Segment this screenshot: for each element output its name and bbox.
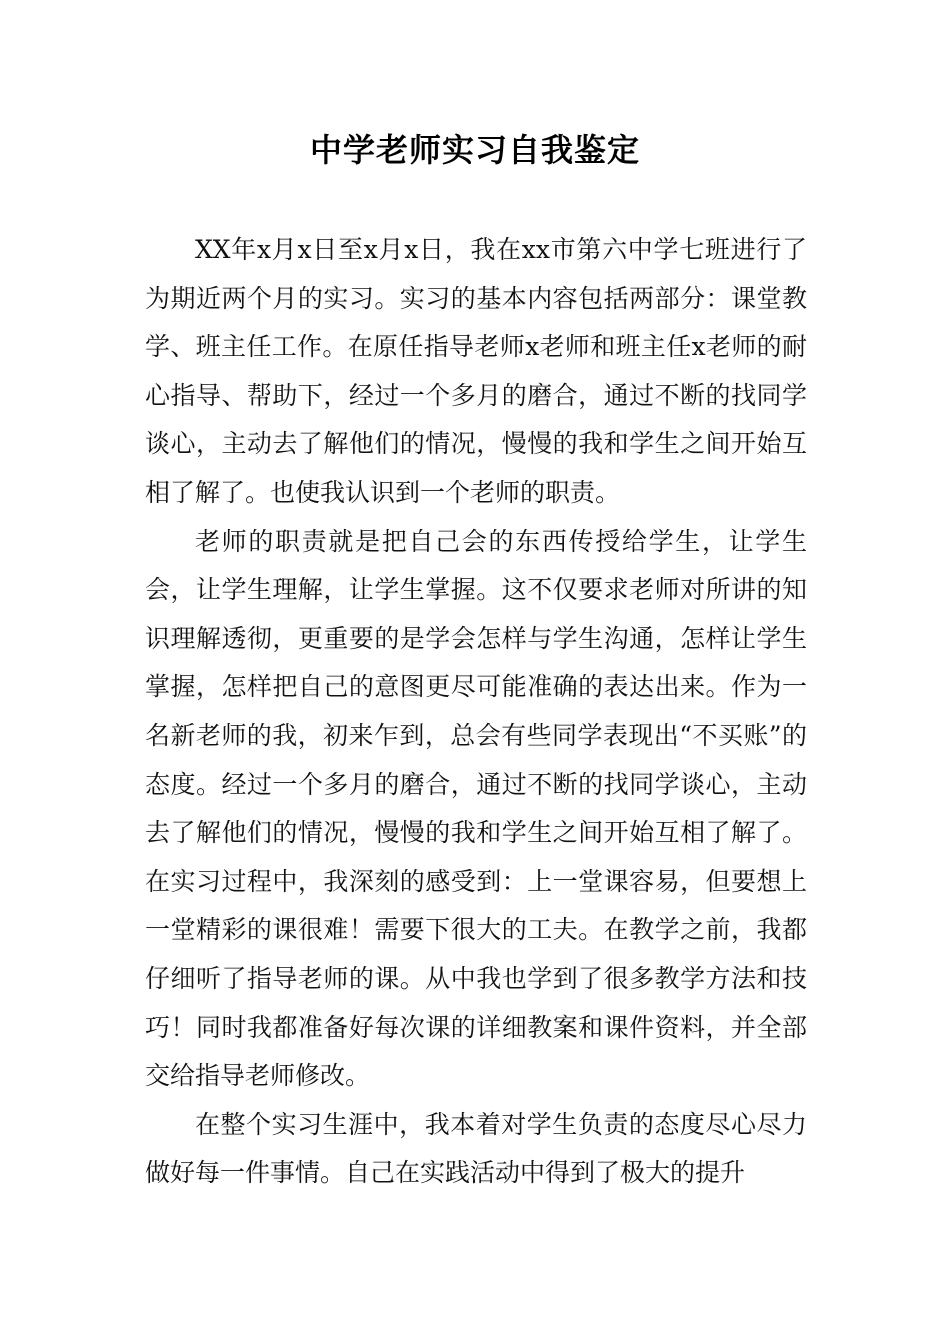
paragraph-2: 老师的职责就是把自己会的东西传授给学生，让学生会，让学生理解，让学生掌握。这不仅要求老师对所讲的知识理解透彻，更重要的是学会怎样与学生沟通，怎样让学生掌握，怎样把自己的意图更尽可能准确的表达出来。作为一名新老师的我，初来乍到，总会有些同学表现出“不买账”的态度。经过一个多月的磨合，通过不断的找同学谈心，主动去了解他们的情况，慢慢的我和学生之间开始互相了解了。在实习过程中，我深刻的感受到：上一堂课容易，但要想上一堂精彩的课很难！需要下很大的工夫。在教学之前，我都仔细听了指导老师的课。从中我也学到了很多教学方法和技巧！同时我都准备好每次课的详细教案和课件资料，并全部交给指导老师修改。 [145, 526, 807, 1091]
document-body [145, 226, 807, 1198]
paragraph-1: XX年x月x日至x月x日，我在xx市第六中学七班进行了为期近两个月的实习。实习的基本内容包括两部分：课堂教学、班主任工作。在原任指导老师x老师和班主任x老师的耐心指导、帮助下，经过一个多月的磨合，通过不断的找同学谈心，主动去了解他们的情况，慢慢的我和学生之间开始互相了解了。也使我认识到一个老师的职责。 [145, 235, 807, 507]
paragraph-3: 在整个实习生涯中，我本着对学生负责的态度尽心尽力做好每一件事情。自己在实践活动中得到了极大的提升 [145, 1109, 807, 1188]
document-title: 中学老师实习自我鉴定 [309, 131, 640, 169]
